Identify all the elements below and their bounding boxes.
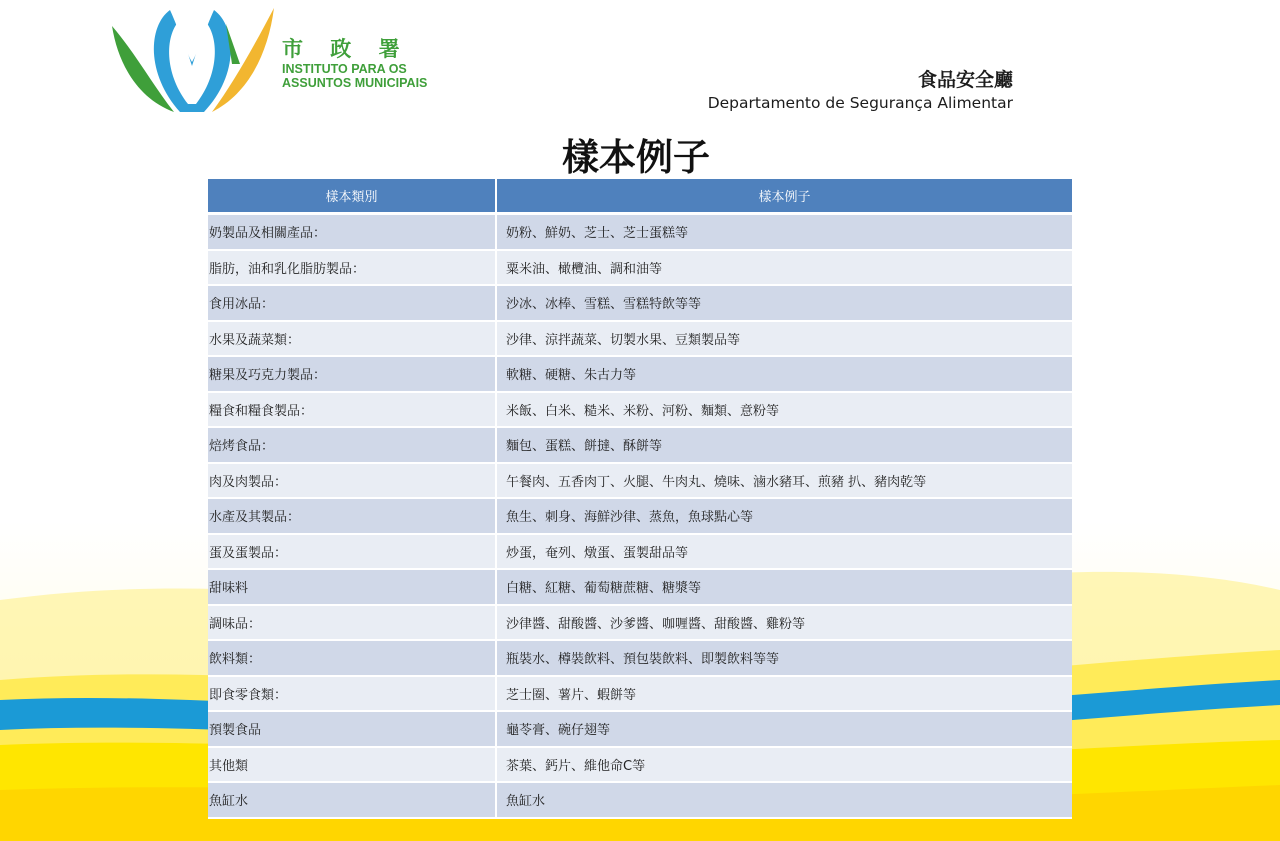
examples-cell: 瓶裝水、樽裝飲料、預包裝飲料、即製飲料等等 <box>497 641 1072 677</box>
examples-cell: 白糖、紅糖、葡萄糖蔗糖、糖漿等 <box>497 570 1072 606</box>
table-row <box>208 641 1072 677</box>
category-cell: 飲料類： <box>208 641 497 677</box>
org-name-chinese: 市 政 署 <box>282 37 410 61</box>
examples-cell: 米飯、白米、糙米、米粉、河粉、麵類、意粉等 <box>497 393 1072 429</box>
table-row <box>208 783 1072 819</box>
category-cell: 水產及其製品： <box>208 499 497 535</box>
examples-cell: 沙冰、冰棒、雪糕、雪糕特飲等等 <box>497 286 1072 322</box>
table-row <box>208 464 1072 500</box>
examples-cell: 麵包、蛋糕、餅撻、酥餅等 <box>497 428 1072 464</box>
org-name-portuguese-line1: INSTITUTO PARA OS <box>282 62 407 76</box>
category-cell: 其他類 <box>208 748 497 784</box>
examples-cell: 午餐肉、五香肉丁、火腿、牛肉丸、燒味、滷水豬耳、煎豬 扒、豬肉乾等 <box>497 464 1072 500</box>
dept-name-portuguese: Departamento de Segurança Alimentar <box>707 94 1013 112</box>
table-row <box>208 712 1072 748</box>
department-name <box>708 68 1013 114</box>
category-cell: 焙烤食品： <box>208 428 497 464</box>
examples-cell: 粟米油、橄欖油、調和油等 <box>497 251 1072 287</box>
table-row <box>208 748 1072 784</box>
category-cell: 奶製品及相關產品： <box>208 215 497 251</box>
category-cell: 水果及蔬菜類： <box>208 322 497 358</box>
category-cell: 甜味料 <box>208 570 497 606</box>
category-cell: 蛋及蛋製品： <box>208 535 497 571</box>
examples-cell: 魚缸水 <box>497 783 1072 819</box>
category-cell: 即食零食類： <box>208 677 497 713</box>
table-row <box>208 393 1072 429</box>
table-row <box>208 570 1072 606</box>
iam-logo-icon <box>108 4 278 116</box>
org-name-portuguese-line2: ASSUNTOS MUNICIPAIS <box>282 76 428 90</box>
table-row <box>208 215 1072 251</box>
category-cell: 脂肪，油和乳化脂肪製品： <box>208 251 497 287</box>
table-row <box>208 286 1072 322</box>
examples-cell: 茶葉、鈣片、維他命C等 <box>497 748 1072 784</box>
category-cell: 魚缸水 <box>208 783 497 819</box>
examples-cell: 軟糖、硬糖、朱古力等 <box>497 357 1072 393</box>
table-header-row <box>208 179 1072 215</box>
page-title: 樣本例子 <box>562 136 710 179</box>
examples-cell: 沙律醬、甜酸醬、沙爹醬、咖喱醬、甜酸醬、雞粉等 <box>497 606 1072 642</box>
category-cell: 預製食品 <box>208 712 497 748</box>
table-row <box>208 428 1072 464</box>
category-cell: 糧食和糧食製品： <box>208 393 497 429</box>
category-cell: 糖果及巧克力製品： <box>208 357 497 393</box>
category-cell: 食用冰品： <box>208 286 497 322</box>
examples-cell: 魚生、刺身、海鮮沙律、蒸魚，魚球點心等 <box>497 499 1072 535</box>
table-row <box>208 535 1072 571</box>
examples-cell: 奶粉、鮮奶、芝士、芝士蛋糕等 <box>497 215 1072 251</box>
examples-cell: 炒蛋，奄列、燉蛋、蛋製甜品等 <box>497 535 1072 571</box>
column-header-category: 樣本類別 <box>208 179 497 215</box>
table-row <box>208 677 1072 713</box>
table-row <box>208 251 1072 287</box>
table-row <box>208 606 1072 642</box>
table-row <box>208 357 1072 393</box>
organization-name <box>282 36 427 90</box>
dept-name-chinese: 食品安全廳 <box>917 69 1013 91</box>
category-cell: 調味品： <box>208 606 497 642</box>
table-row <box>208 322 1072 358</box>
examples-cell: 芝士圈、薯片、蝦餅等 <box>497 677 1072 713</box>
table-row <box>208 499 1072 535</box>
sample-table <box>208 179 1072 819</box>
examples-cell: 沙律、涼拌蔬菜、切製水果、豆類製品等 <box>497 322 1072 358</box>
column-header-examples: 樣本例子 <box>497 179 1072 215</box>
examples-cell: 龜苓膏、碗仔翅等 <box>497 712 1072 748</box>
category-cell: 肉及肉製品： <box>208 464 497 500</box>
